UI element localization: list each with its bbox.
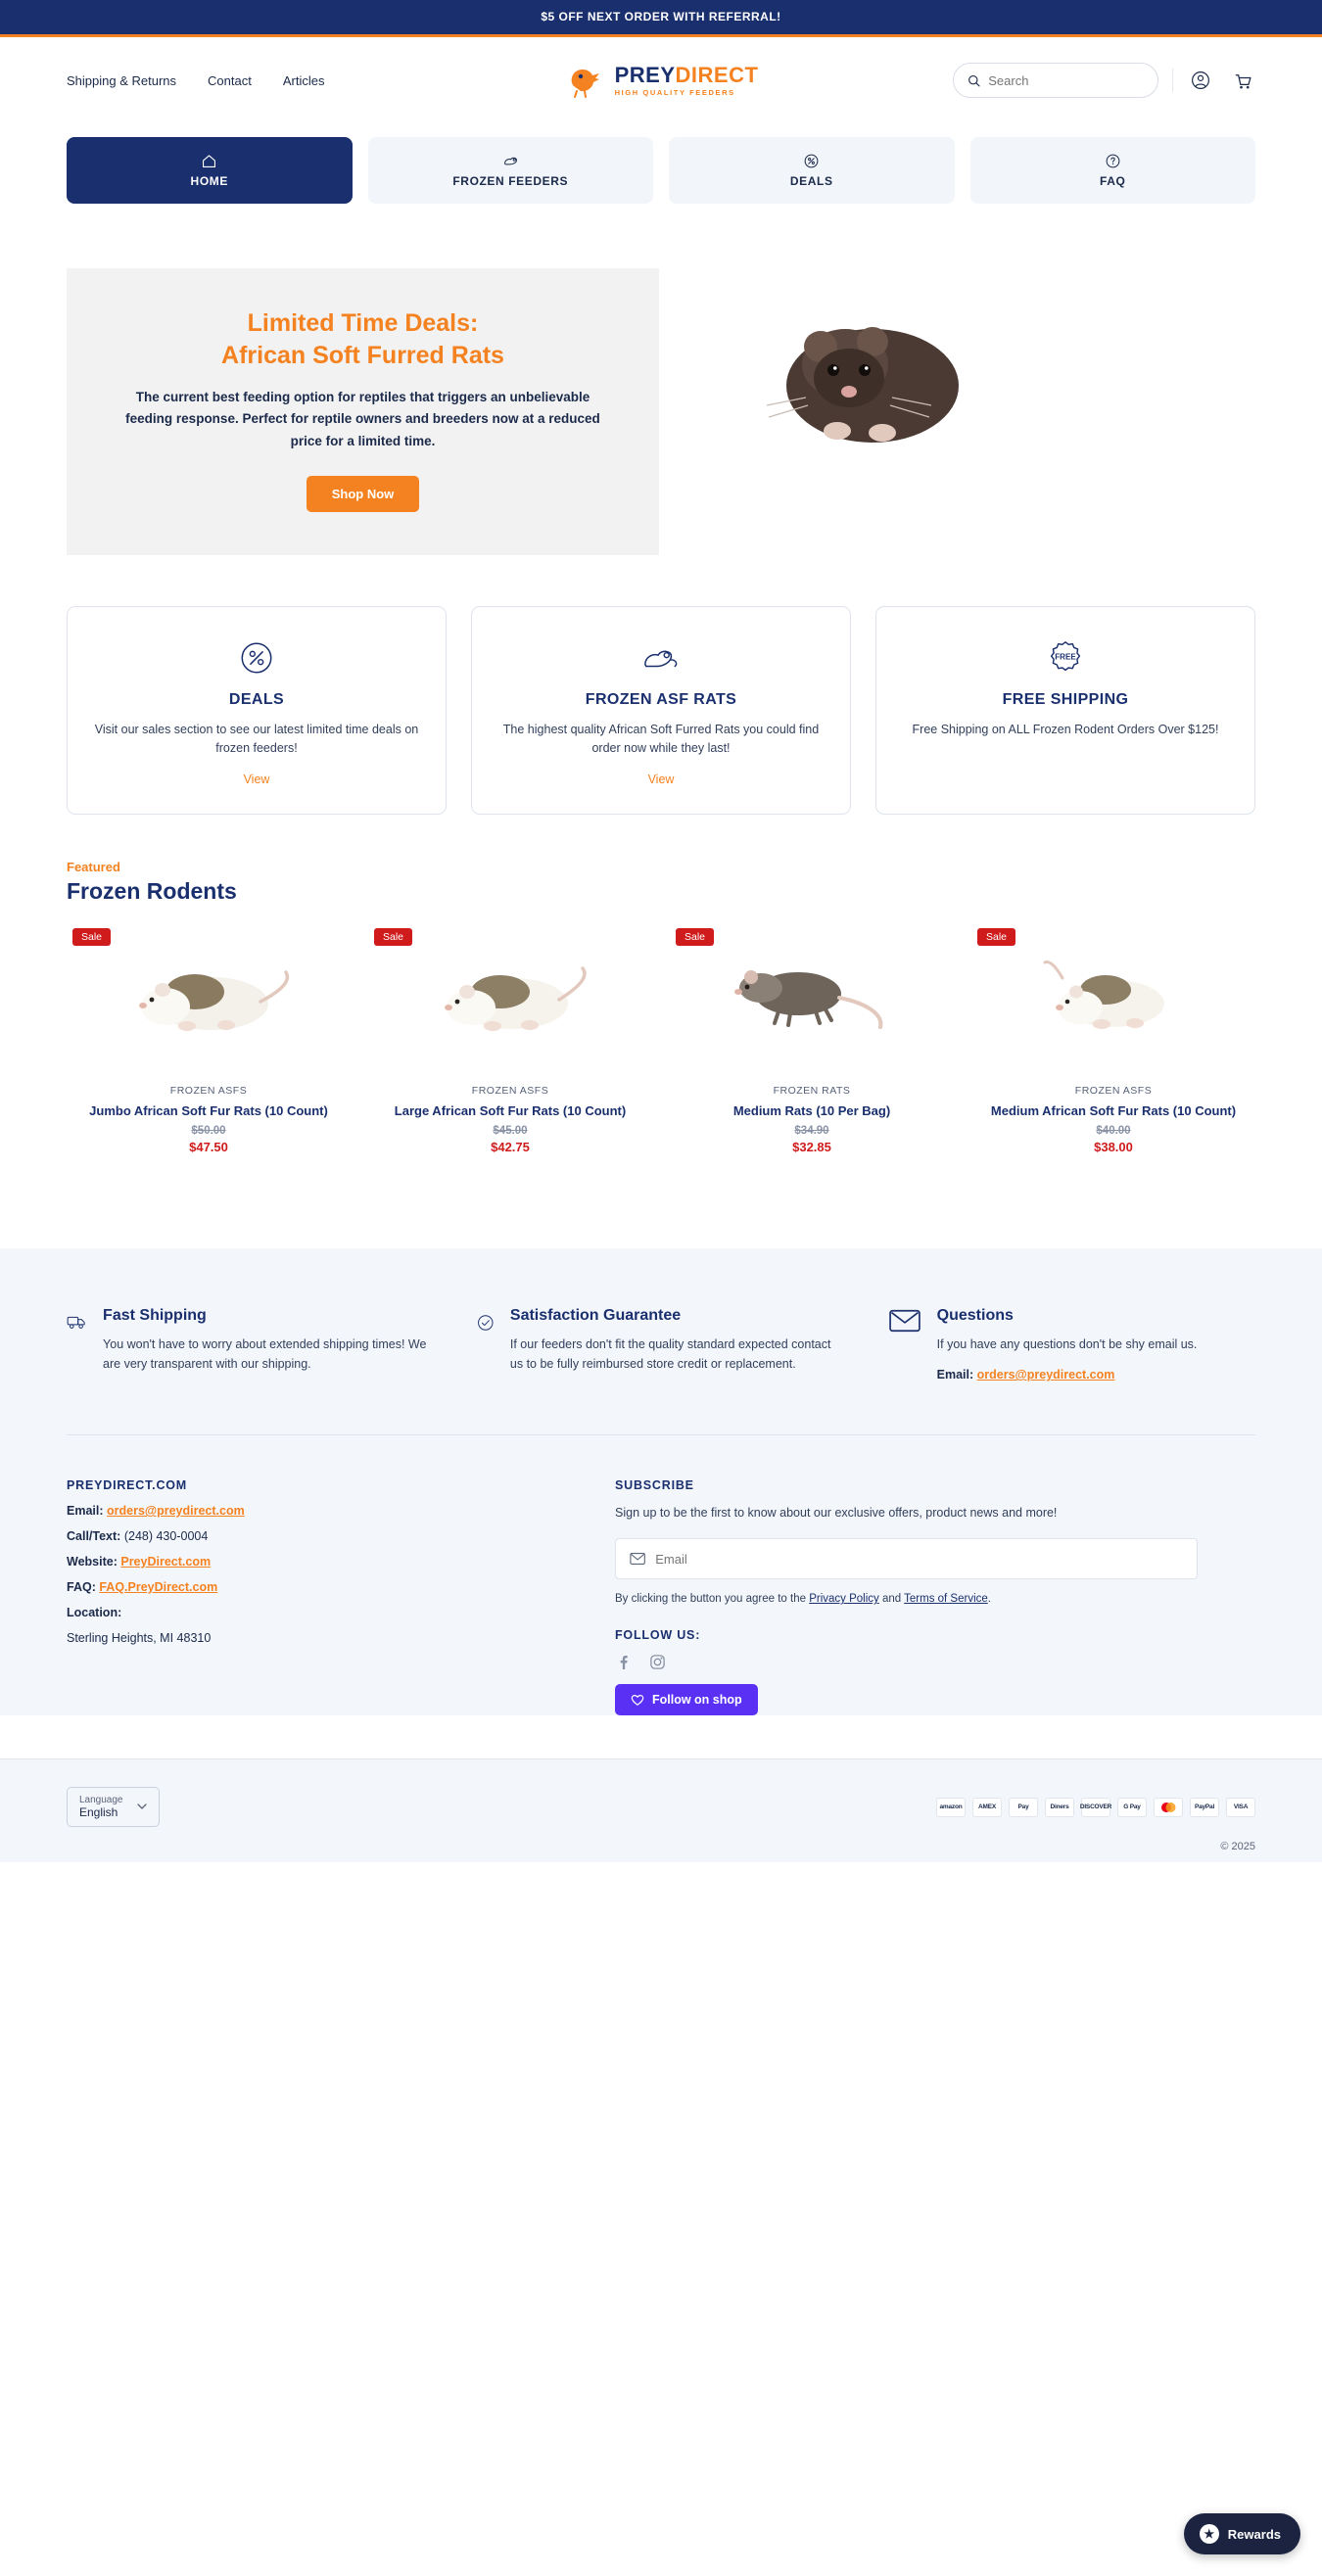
product-grid (67, 922, 1255, 1155)
status-badge: Sale (676, 928, 714, 946)
product-price-original: $50.00 (191, 1125, 226, 1138)
account-icon[interactable] (1187, 67, 1214, 94)
product-card[interactable] (670, 922, 954, 1155)
product-card[interactable] (67, 922, 351, 1155)
logo-tagline: HIGH QUALITY FEEDERS (614, 87, 735, 97)
product-price-sale: $42.75 (491, 1140, 530, 1155)
language-selector[interactable] (67, 1787, 160, 1827)
feature-card-frozen-asf-rats[interactable] (471, 606, 851, 815)
payment-icon-apple-pay: Pay (1009, 1798, 1038, 1817)
footer-row-location (67, 1606, 615, 1619)
header-link-articles[interactable]: Articles (282, 72, 325, 88)
search-box[interactable] (953, 63, 1158, 98)
nav-tile-faq-label: FAQ (1100, 174, 1126, 188)
legal-prefix: By clicking the button you agree to the (615, 1593, 810, 1606)
hero-body-text: The current best feeding option for reptiles that triggers an unbelievable feeding response. Perfect for reptile owners and breeders now at a reduced price for a limited time. (125, 390, 600, 448)
status-badge: Sale (374, 928, 412, 946)
language-value: English (79, 1805, 118, 1820)
header-nav-links (67, 73, 478, 88)
nav-tile-home[interactable] (67, 137, 353, 204)
feature-card-asf-link[interactable]: View (647, 772, 675, 786)
language-label: Language (79, 1795, 123, 1806)
product-vendor: FROZEN ASFS (471, 1084, 549, 1097)
hero-image-area (659, 268, 1255, 555)
product-vendor: FROZEN ASFS (1074, 1084, 1153, 1097)
logo-word-prey: PREY (614, 62, 676, 87)
mouse-photo (1023, 933, 1204, 1060)
product-image[interactable] (67, 922, 351, 1071)
product-title[interactable]: Large African Soft Fur Rats (10 Count) (394, 1102, 627, 1118)
footer-label-phone: Call/Text: (67, 1529, 121, 1544)
payment-methods (936, 1798, 1255, 1817)
hero-title-line1: Limited Time Deals: (247, 309, 479, 337)
mouse-photo (118, 933, 300, 1060)
product-title[interactable]: Medium African Soft Fur Rats (10 Count) (990, 1102, 1237, 1118)
footer-subscribe-column (615, 1478, 1255, 1715)
payment-icon-amex: AMEX (972, 1798, 1002, 1817)
free-badge-icon (902, 636, 1229, 679)
feature-card-deals-link[interactable]: View (243, 772, 270, 786)
nav-tile-home-label: HOME (190, 174, 228, 188)
privacy-policy-link[interactable]: Privacy Policy (809, 1593, 879, 1606)
nav-tile-deals[interactable] (669, 137, 955, 204)
search-input[interactable] (988, 73, 1144, 88)
footer-subscribe-heading: SUBSCRIBE (615, 1478, 694, 1493)
nav-tile-deals-label: DEALS (789, 174, 833, 188)
terms-of-service-link[interactable]: Terms of Service (904, 1593, 988, 1606)
footer-address: Sterling Heights, MI 48310 (67, 1631, 212, 1646)
rat-icon (497, 636, 825, 679)
status-badge: Sale (72, 928, 111, 946)
payment-icon-paypal: PayPal (1190, 1798, 1219, 1817)
footer-subscribe-text: Sign up to be the first to know about our exclusive offers, product news and more! (615, 1506, 1058, 1521)
category-tile-nav (0, 123, 1322, 204)
footer-value-website[interactable]: PreyDirect.com (120, 1555, 212, 1569)
search-icon (968, 73, 980, 88)
mouse-photo (420, 933, 601, 1060)
footer-row-faq (67, 1580, 615, 1594)
star-icon: ★ (1200, 2524, 1219, 2544)
footer-value-email[interactable]: orders@preydirect.com (107, 1504, 245, 1519)
product-price-original: $45.00 (493, 1125, 528, 1138)
header-link-contact[interactable]: Contact (208, 72, 252, 88)
footer-row-phone (67, 1529, 615, 1543)
legal-and: and (878, 1593, 905, 1606)
product-price-original: $34.90 (794, 1125, 829, 1138)
trust-band (0, 1248, 1322, 1435)
product-price-sale: $32.85 (792, 1140, 831, 1155)
feature-card-shipping-title: FREE SHIPPING (1002, 690, 1129, 708)
footer-label-email: Email: (67, 1504, 104, 1519)
trust-title-questions: Questions (936, 1307, 1014, 1325)
nav-tile-faq[interactable] (970, 137, 1256, 204)
product-image[interactable] (971, 922, 1255, 1071)
product-title[interactable]: Jumbo African Soft Fur Rats (10 Count) (89, 1102, 328, 1118)
site-footer (0, 1435, 1322, 1715)
newsletter-email-field[interactable] (615, 1538, 1198, 1579)
trust-text-questions: If you have any questions don't be shy email us. (936, 1337, 1198, 1352)
site-header (0, 37, 1322, 123)
footer-row-website (67, 1555, 615, 1569)
payment-icon-visa: VISA (1226, 1798, 1255, 1817)
footer-label-website: Website: (67, 1555, 118, 1569)
featured-title: Frozen Rodents (67, 877, 237, 904)
follow-us-heading: FOLLOW US: (615, 1628, 701, 1643)
product-card[interactable] (971, 922, 1255, 1155)
footer-value-faq[interactable]: FAQ.PreyDirect.com (99, 1580, 218, 1595)
product-title[interactable]: Medium Rats (10 Per Bag) (732, 1102, 891, 1118)
feature-card-asf-text: The highest quality African Soft Furred Rats you could find order now while they last! (502, 722, 820, 756)
envelope-icon (630, 1552, 645, 1566)
product-vendor: FROZEN RATS (773, 1084, 851, 1097)
announcement-text: $5 OFF NEXT ORDER WITH REFERRAL! (541, 10, 781, 23)
facebook-icon[interactable] (615, 1654, 632, 1670)
truck-icon (67, 1307, 87, 1336)
product-price-sale: $47.50 (189, 1140, 228, 1155)
chevron-down-icon (137, 1803, 147, 1810)
header-divider (1172, 69, 1173, 92)
legal-suffix: . (987, 1593, 991, 1606)
payment-icon-mastercard (1154, 1798, 1183, 1817)
product-vendor: FROZEN ASFS (169, 1084, 248, 1097)
follow-on-shop-button[interactable] (615, 1684, 758, 1715)
follow-on-shop-label: Follow on shop (652, 1693, 742, 1708)
trust-title-satisfaction: Satisfaction Guarantee (509, 1307, 682, 1325)
product-card[interactable] (368, 922, 652, 1155)
asf-rat-photo (747, 288, 992, 459)
feature-card-shipping-text: Free Shipping on ALL Frozen Rodent Orders Over $125! (912, 722, 1219, 736)
nav-tile-frozen-feeders-label: FROZEN FEEDERS (452, 174, 569, 188)
status-badge: Sale (977, 928, 1015, 946)
feature-card-row (67, 606, 1255, 815)
check-circle-icon (477, 1307, 495, 1338)
product-price-sale: $38.00 (1094, 1140, 1133, 1155)
featured-kicker: Featured (67, 859, 120, 874)
trust-email-link[interactable]: orders@preydirect.com (976, 1368, 1115, 1382)
product-image[interactable] (670, 922, 954, 1071)
site-logo[interactable] (478, 61, 844, 100)
bird-logo-icon (564, 61, 607, 100)
featured-section-header (67, 860, 1255, 905)
trust-item-fast-shipping (67, 1307, 434, 1382)
trust-text-satisfaction: If our feeders don't fit the quality standard expected contact us to be fully reimbursed store credit or replacement. (509, 1337, 831, 1372)
shop-bag-icon (631, 1693, 644, 1707)
rat-photo (722, 933, 903, 1060)
payment-icon-google-pay: G Pay (1117, 1798, 1147, 1817)
footer-label-faq: FAQ: (67, 1580, 96, 1595)
svg-text:FREE: FREE (1055, 652, 1076, 662)
payment-icon-amazon: amazon (936, 1798, 966, 1817)
feature-card-deals[interactable] (67, 606, 447, 815)
announcement-bar (0, 0, 1322, 34)
hero-banner (67, 268, 1255, 555)
home-icon (201, 153, 217, 169)
feature-card-deals-text: Visit our sales section to see our latest limited time deals on frozen feeders! (94, 722, 419, 756)
question-icon (1105, 153, 1121, 169)
feature-card-deals-title: DEALS (228, 690, 285, 708)
footer-contact-heading: PREYDIRECT.COM (67, 1478, 188, 1493)
footer-label-location: Location: (67, 1606, 122, 1620)
mouse-icon (502, 153, 519, 169)
feature-card-asf-title: FROZEN ASF RATS (585, 690, 737, 708)
trust-item-questions (888, 1307, 1255, 1382)
footer-bottom-bar (0, 1758, 1322, 1862)
trust-item-satisfaction (477, 1307, 844, 1382)
percent-icon (803, 153, 820, 169)
instagram-icon[interactable] (649, 1654, 666, 1670)
payment-icon-discover: DISCOVER (1081, 1798, 1110, 1817)
trust-email-label: Email: (936, 1368, 974, 1382)
nav-tile-frozen-feeders[interactable] (368, 137, 654, 204)
rewards-label: Rewards (1227, 2526, 1281, 2542)
newsletter-email-input[interactable] (655, 1552, 1183, 1567)
product-image[interactable] (368, 922, 652, 1071)
copyright-text: © 2025 (1220, 1841, 1255, 1853)
payment-icon-diners: Diners (1045, 1798, 1074, 1817)
footer-value-phone: (248) 430-0004 (123, 1529, 209, 1544)
hero-text-card (67, 268, 659, 555)
rewards-button[interactable] (1184, 2513, 1300, 2554)
header-link-shipping-returns[interactable]: Shipping & Returns (67, 72, 177, 88)
product-price-original: $40.00 (1096, 1125, 1131, 1138)
envelope-icon (888, 1307, 921, 1335)
logo-word-direct: DIRECT (675, 62, 759, 87)
cart-icon[interactable] (1228, 67, 1255, 94)
footer-contact-column (67, 1478, 615, 1715)
trust-title-fast-shipping: Fast Shipping (103, 1307, 207, 1325)
trust-text-fast-shipping: You won't have to worry about extended shipping times! We are very transparent with our shipping. (103, 1337, 427, 1372)
footer-row-email (67, 1504, 615, 1518)
percent-circle-icon (93, 636, 420, 679)
shop-now-button[interactable]: Shop Now (307, 476, 420, 512)
hero-title-line2: African Soft Furred Rats (221, 341, 504, 369)
header-actions (844, 63, 1255, 98)
feature-card-free-shipping (875, 606, 1255, 815)
newsletter-legal-text (615, 1593, 1255, 1605)
